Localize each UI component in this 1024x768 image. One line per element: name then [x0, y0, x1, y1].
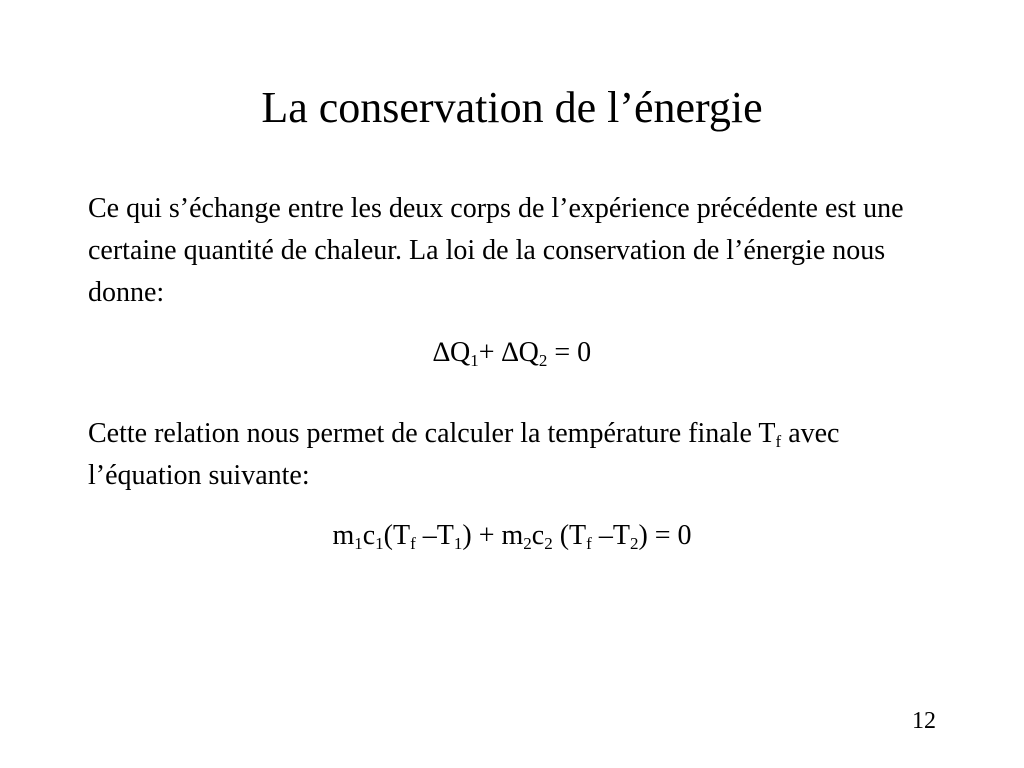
- delta-q-term: ∆Q: [432, 337, 471, 368]
- subscript: 2: [544, 534, 553, 553]
- subscript: 1: [375, 534, 384, 553]
- page-number: 12: [912, 708, 936, 734]
- relation-paragraph: [88, 413, 938, 497]
- subscript: 1: [354, 534, 363, 553]
- subscript: f: [586, 534, 592, 553]
- subscript: f: [410, 534, 416, 553]
- subscript: 2: [538, 351, 548, 370]
- plus-sign: +: [478, 337, 502, 368]
- subscript: 2: [523, 534, 532, 553]
- equals-zero: = 0: [547, 337, 592, 368]
- math-text: –T: [591, 520, 630, 551]
- final-temperature-equation: [0, 518, 1024, 554]
- subscript: 1: [470, 351, 479, 370]
- intro-paragraph: Ce qui s’échange entre les deux corps de l’expérience précédente est une certaine quantité de chaleur. La loi de la conservation de l’énergie nous donne:: [88, 193, 904, 308]
- math-text: c: [362, 520, 376, 551]
- slide-title: La conservation de l’énergie: [261, 83, 763, 132]
- subscript: 2: [629, 534, 639, 553]
- math-text: –T: [415, 520, 454, 551]
- math-text: m: [332, 520, 355, 551]
- paragraph-text: avec l’équation suivante:: [88, 418, 840, 491]
- subscript: f: [775, 432, 782, 451]
- math-text: (T: [552, 520, 587, 551]
- energy-conservation-equation: [0, 335, 1024, 371]
- delta-q-term: ∆Q: [501, 337, 539, 368]
- math-text: c: [531, 520, 545, 551]
- math-text: ) = 0: [638, 520, 692, 551]
- math-text: ) + m: [462, 520, 524, 551]
- paragraph-text: Cette relation nous permet de calculer la température finale T: [88, 418, 776, 449]
- subscript: 1: [453, 534, 463, 553]
- math-text: (T: [383, 520, 411, 551]
